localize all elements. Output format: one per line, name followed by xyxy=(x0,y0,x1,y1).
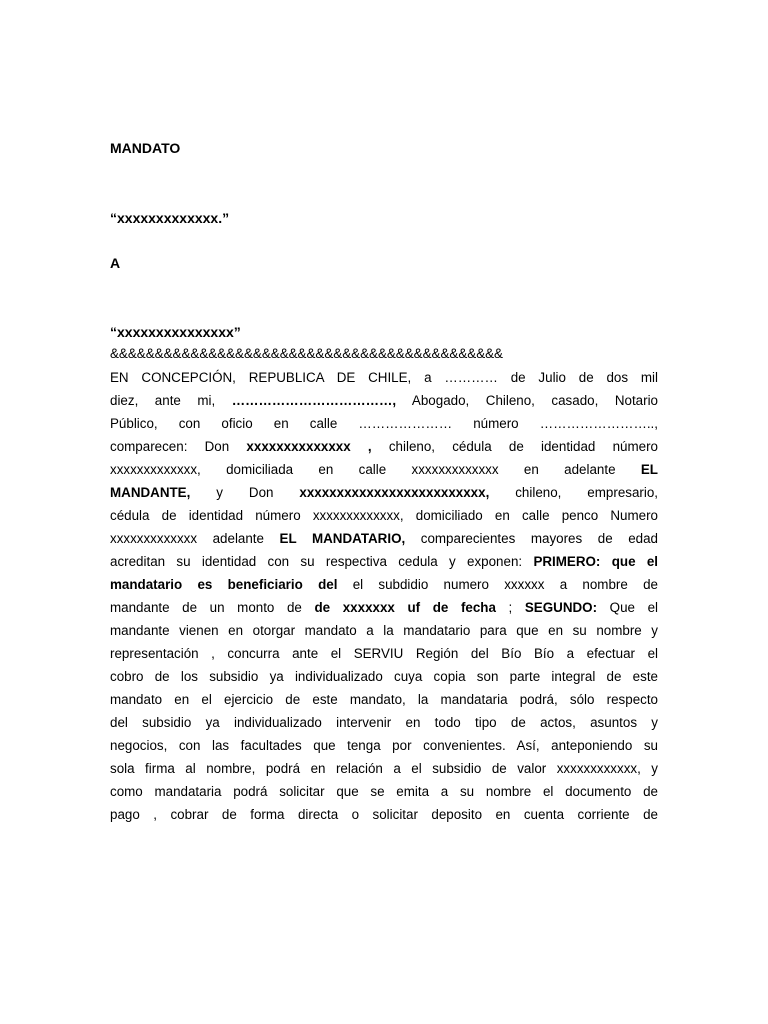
bold-text: xxxxxxxxxxxxxxxxxxxxxxxxx, xyxy=(299,485,490,500)
bold-text: SEGUNDO: xyxy=(524,600,598,615)
body-line xyxy=(110,619,658,642)
body-text-segment: Público, con oficio en calle ………………… número …………………….., xyxy=(110,416,658,431)
body-line xyxy=(110,481,658,504)
bold-text: EL xyxy=(640,462,658,477)
body-line xyxy=(110,734,658,757)
body-text-segment: chileno, cédula de identidad número xyxy=(371,439,658,454)
bold-text: xxxxxxxxxxxxxx , xyxy=(246,439,372,454)
body-text-segment: y Don xyxy=(190,485,300,500)
body-text-segment: negocios, con las facultades que tenga por convenientes. Así, anteponiendo su xyxy=(110,738,658,753)
bold-text: EL MANDATARIO, xyxy=(279,531,406,546)
body-text-segment: comparecen: Don xyxy=(110,439,247,454)
body-text-segment: xxxxxxxxxxxxx adelante xyxy=(110,531,280,546)
body-line xyxy=(110,550,658,573)
body-line xyxy=(110,458,658,481)
body-text-segment: mandato en el ejercicio de este mandato, la mandataria podrá, sólo respecto xyxy=(110,692,658,707)
body-line xyxy=(110,780,658,803)
bold-text: mandatario es beneficiario del xyxy=(110,577,338,592)
body-text-segment: ; xyxy=(495,600,525,615)
connector-letter: A xyxy=(110,255,121,271)
body-text-segment: acreditan su identidad con su respectiva cedula y exponen: xyxy=(110,554,534,569)
body-text-segment: diez, ante mi, xyxy=(110,393,232,408)
body-line xyxy=(110,711,658,734)
body-line xyxy=(110,642,658,665)
body-line xyxy=(110,366,658,389)
body-text-segment: chileno, empresario, xyxy=(489,485,659,500)
body-text-segment: pago , cobrar de forma directa o solicitar deposito en cuenta corriente de xyxy=(110,807,658,822)
body-text-segment: mandante de un monto de xyxy=(110,600,315,615)
body-line xyxy=(110,665,658,688)
party-two-name: “xxxxxxxxxxxxxxx” xyxy=(110,324,241,340)
document-title: MANDATO xyxy=(110,140,181,156)
body-line xyxy=(110,435,658,458)
body-text-segment: Abogado, Chileno, casado, Notario xyxy=(396,393,658,408)
bold-text: MANDANTE, xyxy=(110,485,191,500)
body-text-segment: cobro de los subsidio ya individualizado cuya copia son parte integral de este xyxy=(110,669,658,684)
body-line xyxy=(110,504,658,527)
body-text-segment: comparecientes mayores de edad xyxy=(405,531,659,546)
body-line xyxy=(110,527,658,550)
body-line xyxy=(110,573,658,596)
separator-line: &&&&&&&&&&&&&&&&&&&&&&&&&&&&&&&&&&&&&&&&&&&& xyxy=(110,346,503,361)
body-text-segment: Que el xyxy=(597,600,658,615)
body-line xyxy=(110,412,658,435)
bold-text: ………………………………, xyxy=(231,393,397,408)
bold-text: de xxxxxxx uf de fecha xyxy=(314,600,496,615)
body-line xyxy=(110,596,658,619)
body-text-segment: mandante vienen en otorgar mandato a la mandatario para que en su nombre y xyxy=(110,623,658,638)
body-text-segment: el subdidio numero xxxxxx a nombre de xyxy=(337,577,658,592)
body-line xyxy=(110,688,658,711)
mandate-body xyxy=(110,366,658,826)
body-text-segment: como mandataria podrá solicitar que se emita a su nombre el documento de xyxy=(110,784,658,799)
bold-text: PRIMERO: que el xyxy=(533,554,658,569)
body-text-segment: representación , concurra ante el SERVIU Región del Bío Bío a efectuar el xyxy=(110,646,658,661)
body-line xyxy=(110,389,658,412)
body-text-segment: sola firma al nombre, podrá en relación a el subsidio de valor xxxxxxxxxxxx, y xyxy=(110,761,658,776)
body-text-segment: del subsidio ya individualizado intervenir en todo tipo de actos, asuntos y xyxy=(110,715,658,730)
body-text-segment: EN CONCEPCIÓN, REPUBLICA DE CHILE, a ………… de Julio de dos mil xyxy=(110,370,658,385)
body-text-segment: cédula de identidad número xxxxxxxxxxxxx, domiciliado en calle penco Numero xyxy=(110,508,658,523)
body-line xyxy=(110,803,658,826)
body-text-segment: xxxxxxxxxxxxx, domiciliada en calle xxxxxxxxxxxxx en adelante xyxy=(110,462,641,477)
body-line xyxy=(110,757,658,780)
party-one-name: “xxxxxxxxxxxxx.” xyxy=(110,210,230,226)
